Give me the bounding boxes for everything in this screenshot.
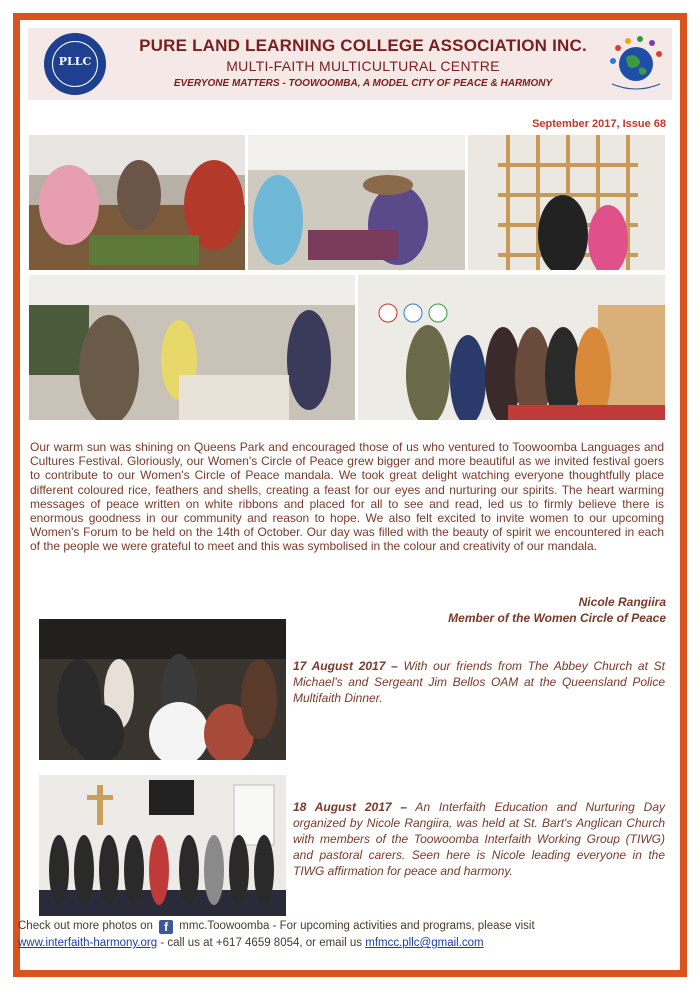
college-logo: PLLC — [44, 33, 106, 95]
org-title: PURE LAND LEARNING COLLEGE ASSOCIATION INC. — [139, 36, 587, 55]
article-author-role: Member of the Women Circle of Peace — [448, 611, 666, 625]
photo-mandala-making — [29, 135, 245, 270]
caption-text: With our friends from The Abbey Church at St Michael's and Sergeant Jim Bellos OAM at the Queensland Police Multifaith Dinner. — [293, 659, 665, 705]
article-body: Our warm sun was shining on Queens Park and encouraged those of us who ventured to Toowoomba Languages and Cultures Festival. Gloriously, our Women's Circle of Peace grew bigger and more beautiful as we invited festival goers to contribute to our Women's Circle of Peace mandala. We took great delight watching everyone thoughtfully place different coloured rice, feathers and shells, creating a feast for our eyes and nurturing our spirits. The heart warming messages of peace written on white ribbons and placed for all to see and read, led us to firmly believe there is enormous goodness in our community and reason to hope. We also felt excited to invite women to our upcoming Women's Forum to be held on the 14th of October. Our day was filled with the beauty of spirit we encountered in each of the people we were grateful to meet and this was symbolised in the colour and creativity of our mandala. — [30, 440, 664, 554]
issue-label: September 2017, Issue 68 — [532, 118, 666, 130]
photo-mandala-table — [248, 135, 465, 270]
caption-text: An Interfaith Education and Nurturing Day organized by Nicole Rangiira, was held at St. Bart's Anglican Church with members of the Toowoomba Interfaith Working Group (TIWG) and pastoral carers. Seen here is Nicole leading everyone in the TIWG affirmation for peace and harmony. — [293, 800, 665, 878]
newsletter-frame — [13, 13, 687, 977]
org-motto: EVERYONE MATTERS - TOOWOOMBA, A MODEL CITY OF PEACE & HARMONY — [173, 78, 553, 89]
org-subtitle: MULTI-FAITH MULTICULTURAL CENTRE — [226, 58, 500, 74]
footer-photos-text: Check out more photos on — [18, 920, 153, 932]
caption-police-dinner — [293, 658, 665, 706]
photo-ribbon-wall — [468, 135, 665, 270]
newsletter-footer — [18, 918, 658, 952]
newsletter-header — [28, 28, 672, 100]
website-link[interactable]: www.interfaith-harmony.org — [18, 937, 158, 949]
one-humanity-logo — [606, 34, 666, 94]
caption-date: 17 August 2017 – — [293, 659, 398, 673]
photo-group-women — [358, 275, 665, 420]
footer-activities-text: For upcoming activities and programs, please visit — [279, 920, 535, 932]
article-author: Nicole Rangiira — [578, 595, 666, 609]
photo-interfaith-day — [39, 775, 286, 916]
photo-festival-stalls — [29, 275, 355, 420]
photo-police-dinner — [39, 619, 286, 760]
caption-interfaith-day — [293, 799, 665, 879]
facebook-icon[interactable]: f — [159, 920, 173, 934]
caption-date: 18 August 2017 – — [293, 800, 408, 814]
email-link[interactable]: mfmcc.pllc@gmail.com — [365, 937, 484, 949]
facebook-page[interactable]: mmc.Toowoomba - — [179, 920, 277, 932]
footer-contact-text: - call us at +617 4659 8054, or email us — [160, 937, 363, 949]
